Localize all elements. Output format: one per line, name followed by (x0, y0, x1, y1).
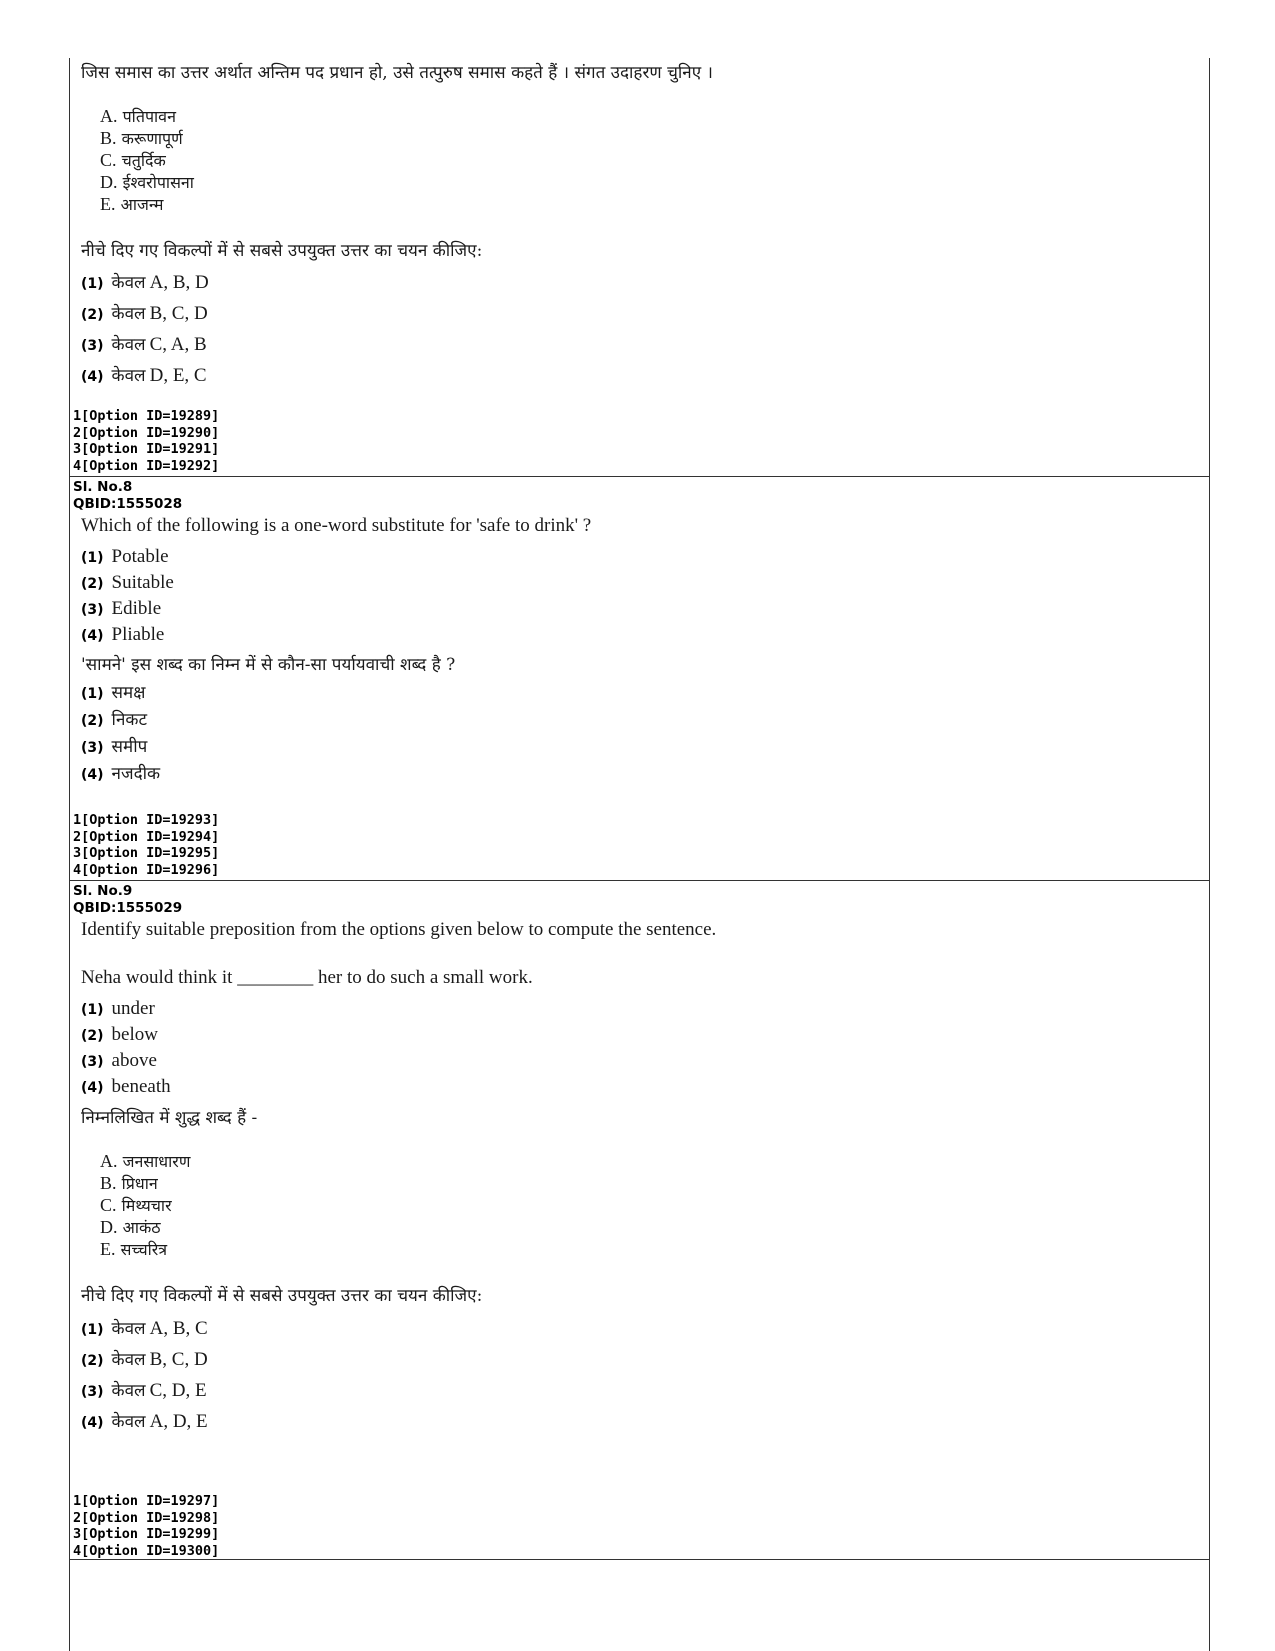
option-id: 4[Option ID=19296] (73, 861, 220, 878)
q9-question-en: Identify suitable preposition from the options given below to compute the sentence. (81, 919, 717, 940)
q7-item-b: B. करूणापूर्ण (100, 128, 183, 148)
q9-item-d: D. आकंठ (100, 1217, 161, 1237)
q8-question-en: Which of the following is a one-word substitute for 'safe to drink' ? (81, 515, 592, 536)
q8-option-hi-1[interactable]: (1) समक्ष (81, 683, 146, 703)
q9-option-ids (73, 1493, 219, 1559)
q8-option-en-3[interactable]: (3) Edible (81, 598, 162, 619)
q9-item-a: A. जनसाधारण (100, 1151, 191, 1171)
q9-item-b: B. प्रिधान (100, 1173, 158, 1193)
q7-instruction: नीचे दिए गए विकल्पों में से सबसे उपयुक्त उत्तर का चयन कीजिए: (81, 241, 483, 261)
q8-option-en-2[interactable]: (2) Suitable (81, 572, 174, 593)
q9-header (73, 883, 182, 916)
q9-instruction: नीचे दिए गए विकल्पों में से सबसे उपयुक्त उत्तर का चयन कीजिए: (81, 1286, 483, 1306)
divider (69, 476, 1210, 477)
divider (69, 880, 1210, 881)
q9-option-en-4[interactable]: (4) beneath (81, 1076, 171, 1097)
option-id: 1[Option ID=19293] (73, 812, 220, 828)
q8-question-hi: 'सामने' इस शब्द का निम्न में से कौन-सा पर्यायवाची शब्द है ? (81, 655, 456, 675)
serial-number: Sl. No.8 (73, 479, 133, 495)
q9-option-en-2[interactable]: (2) below (81, 1024, 158, 1045)
q8-option-hi-4[interactable]: (4) नजदीक (81, 764, 161, 784)
q9-question-hi: निम्नलिखित में शुद्ध शब्द हैं - (81, 1108, 258, 1128)
q8-option-en-4[interactable]: (4) Pliable (81, 624, 165, 645)
q9-sentence-en: Neha would think it ________ her to do such a small work. (81, 967, 533, 988)
q7-question: जिस समास का उत्तर अर्थात अन्तिम पद प्रधान हो, उसे तत्पुरुष समास कहते हैं । संगत उदाहरण चुनिए । (81, 63, 713, 83)
qbid: QBID:1555028 (73, 495, 183, 512)
q7-option-3[interactable]: (3) केवल C, A, B (81, 334, 207, 355)
option-id: 3[Option ID=19299] (73, 1526, 220, 1542)
q9-option-hi-1[interactable]: (1) केवल A, B, C (81, 1318, 208, 1339)
q7-option-1[interactable]: (1) केवल A, B, D (81, 272, 209, 293)
option-id: 4[Option ID=19300] (73, 1542, 220, 1559)
option-id: 4[Option ID=19292] (73, 457, 220, 474)
option-id: 3[Option ID=19291] (73, 441, 220, 457)
option-id: 2[Option ID=19298] (73, 1509, 220, 1526)
q8-header (73, 479, 182, 512)
q7-item-c: C. चतुर्दिक (100, 150, 166, 170)
divider (69, 1559, 1210, 1560)
q7-option-4[interactable]: (4) केवल D, E, C (81, 365, 207, 386)
q8-option-hi-3[interactable]: (3) समीप (81, 737, 148, 757)
option-id: 2[Option ID=19294] (73, 828, 220, 845)
q7-item-e: E. आजन्म (100, 194, 164, 214)
qbid: QBID:1555029 (73, 899, 183, 916)
question-frame (69, 58, 1210, 1651)
q9-option-en-1[interactable]: (1) under (81, 998, 155, 1019)
q9-option-en-3[interactable]: (3) above (81, 1050, 157, 1071)
q8-option-en-1[interactable]: (1) Potable (81, 546, 169, 567)
q9-option-hi-4[interactable]: (4) केवल A, D, E (81, 1411, 208, 1432)
q7-item-d: D. ईश्वरोपासना (100, 172, 194, 192)
q8-option-ids (73, 812, 219, 878)
option-id: 2[Option ID=19290] (73, 424, 220, 441)
serial-number: Sl. No.9 (73, 883, 133, 899)
option-id: 3[Option ID=19295] (73, 845, 220, 861)
q9-option-hi-2[interactable]: (2) केवल B, C, D (81, 1349, 208, 1370)
q7-option-ids (73, 408, 219, 474)
q9-item-e: E. सच्चरित्र (100, 1239, 168, 1259)
q9-option-hi-3[interactable]: (3) केवल C, D, E (81, 1380, 207, 1401)
option-id: 1[Option ID=19289] (73, 408, 220, 424)
q7-option-2[interactable]: (2) केवल B, C, D (81, 303, 208, 324)
option-id: 1[Option ID=19297] (73, 1493, 220, 1509)
q9-item-c: C. मिथ्यचार (100, 1195, 172, 1215)
q7-item-a: A. पतिपावन (100, 106, 176, 126)
q8-option-hi-2[interactable]: (2) निकट (81, 710, 148, 730)
